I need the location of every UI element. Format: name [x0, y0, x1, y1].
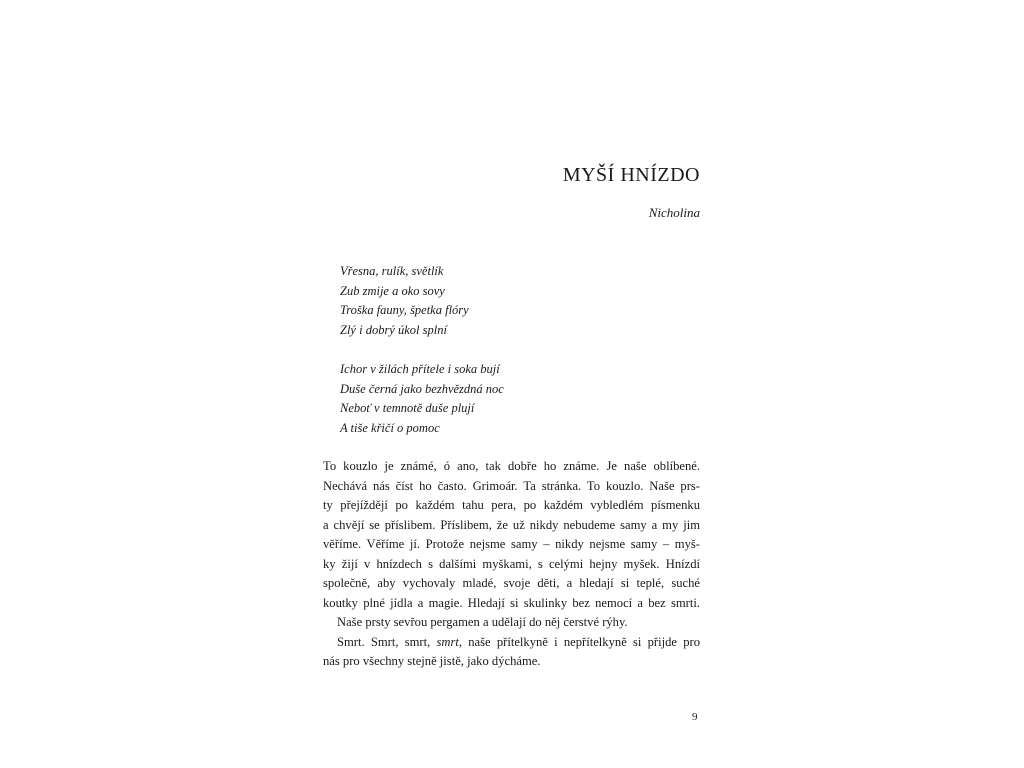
- poem-line: Duše černá jako bezhvězdná noc: [340, 381, 504, 396]
- prose-line: věříme. Věříme jí. Protože nejsme samy – nikdy nejsme samy – myš-: [323, 537, 700, 551]
- poem-stanza-1: [340, 262, 504, 340]
- prose-line: a chvějí se příslibem. Příslibem, že už nikdy nebudeme samy a my jim: [323, 517, 700, 532]
- poem-line: Zub zmije a oko sovy: [340, 283, 445, 298]
- poem-line: Zlý i dobrý úkol splní: [340, 322, 447, 337]
- prose-line: nás pro všechny stejně jistě, jako dýcháme.: [323, 654, 541, 668]
- prose-text-segment: Smrt. Smrt, smrt,: [337, 634, 437, 649]
- prose-line: [323, 633, 700, 653]
- chapter-title: MYŠÍ HNÍZDO: [562, 164, 700, 186]
- poem-line: Neboť v temnotě duše plují: [340, 401, 475, 416]
- poem-line: Troška fauny, špetka flóry: [340, 303, 469, 318]
- prose-line: ky žijí v hnízdech s dalšími myškami, s celými hejny myšek. Hnízdí: [323, 556, 700, 571]
- prose-line: Naše prsty sevřou pergamen a udělají do něj čerstvé rýhy.: [337, 615, 628, 629]
- poem: [340, 262, 504, 458]
- poem-line: Vřesna, rulík, světlík: [340, 264, 444, 278]
- page-number: 9: [692, 711, 698, 723]
- prose-line: společně, aby vychovaly mladé, svoje děti, a hledají si teplé, suché: [323, 576, 700, 590]
- prose-line: Nechává nás číst ho často. Grimoár. Ta stránka. To kouzlo. Naše prs-: [323, 478, 700, 493]
- narrator-name: Nicholina: [648, 205, 700, 220]
- prose-line: To kouzlo je známé, ó ano, tak dobře ho známe. Je naše oblíbené.: [323, 459, 700, 473]
- prose-line: koutky plné jídla a magie. Hledají si skulinky bez nemocí a bez smrti.: [323, 595, 700, 610]
- prose-text-segment: , naše přítelkyně i nepřítelkyně si přijde pro: [458, 634, 701, 649]
- prose-text: [323, 457, 700, 672]
- poem-line: A tiše křičí o pomoc: [340, 420, 440, 435]
- prose-line: ty přejíždějí po každém tahu pera, po každém vybledlém písmenku: [323, 498, 700, 512]
- emphasized-word: smrt: [436, 634, 459, 649]
- poem-stanza-2: [340, 360, 504, 438]
- poem-line: Ichor v žilách přítele i soka bují: [340, 361, 500, 376]
